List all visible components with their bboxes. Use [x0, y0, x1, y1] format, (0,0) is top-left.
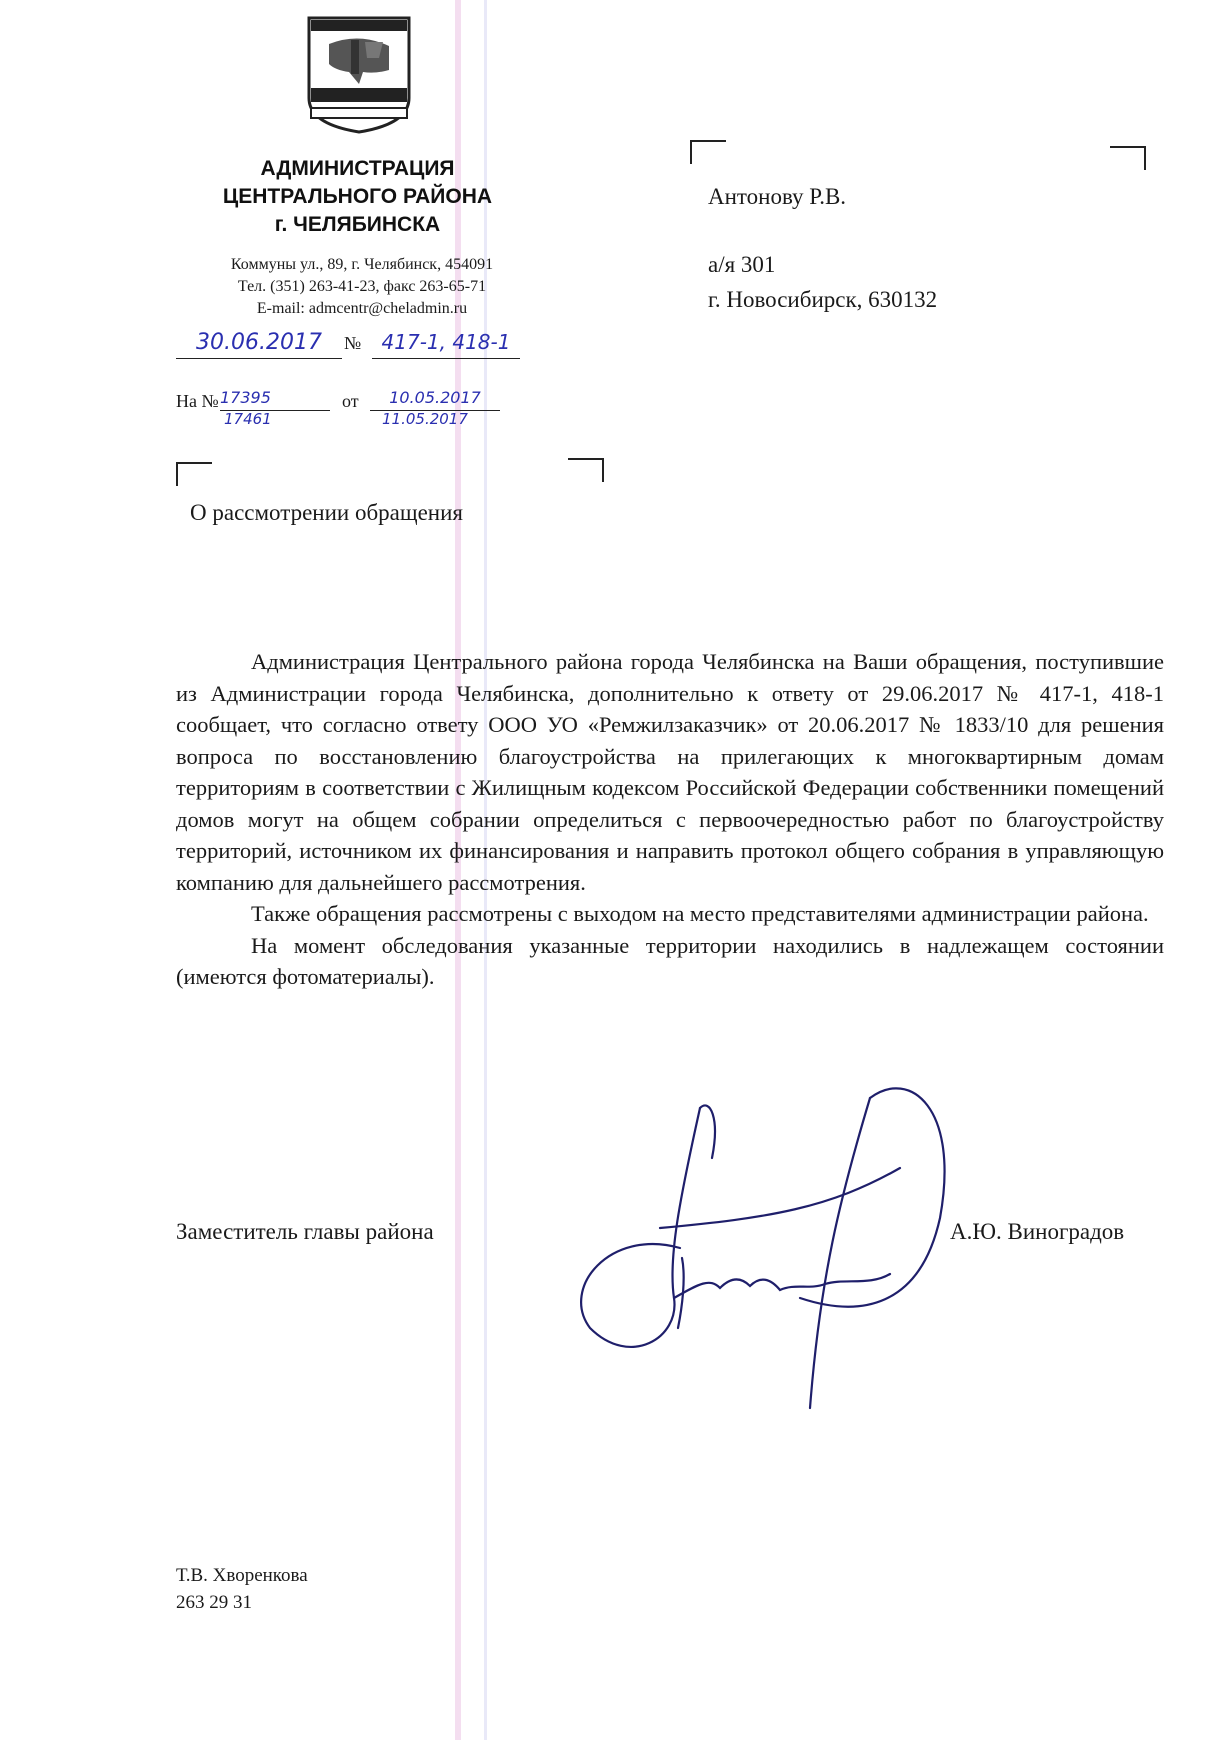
- org-name-line3: г. ЧЕЛЯБИНСКА: [274, 213, 441, 236]
- registration-line: [176, 330, 521, 360]
- reply-date-2: 11.05.2017: [382, 410, 468, 428]
- body-paragraph: Администрация Центрального района города Челябинска на Ваши обращения, поступившие из Администрации города Челябинска, дополнительно к ответу от 29.06.2017 № 417-1, 418-1 сообщает, что согласно ответу ООО УО «Ремжилзаказчик» от 20.06.2017 № 1833/10 для решения вопроса по восстановлению благоустройства на прилегающих к многоквартирным домам территориям в соответствии с Жилищным кодексом Российской Федерации собственники помещений домов могут на общем собрании определиться с первоочередностью работ по благоустройству территорий, источником их финансирования и направить протокол общего собрания в управляющую компанию для дальнейшего рассмотрения.: [176, 649, 1164, 895]
- registration-date: 30.06.2017: [176, 330, 342, 359]
- reply-reference: [176, 388, 536, 438]
- body-paragraph: На момент обследования указанные территории находились в надлежащем состоянии (имеются фотоматериалы).: [176, 932, 1164, 989]
- body-paragraph: Также обращения рассмотрены с выходом на место представителями администрации района.: [251, 901, 1149, 926]
- executor-block: [176, 1562, 308, 1616]
- registration-number-prefix: №: [344, 333, 362, 353]
- subject-corner-right: [568, 458, 604, 482]
- registration-number: 417-1, 418-1: [372, 330, 520, 359]
- reply-date-1: 10.05.2017: [370, 388, 500, 411]
- recipient-corner-right: [1110, 146, 1146, 170]
- letter-subject: О рассмотрении обращения: [190, 500, 463, 525]
- subject-corner-left: [176, 462, 212, 486]
- recipient-city: г. Новосибирск, 630132: [708, 287, 938, 312]
- recipient-corner-left: [690, 140, 726, 164]
- recipient-po-box: а/я 301: [708, 252, 776, 277]
- recipient-name: Антонову Р.В.: [708, 184, 847, 209]
- org-name-line1: АДМИНИСТРАЦИЯ: [260, 157, 455, 180]
- executor-phone: 263 29 31: [176, 1592, 252, 1613]
- org-address: Коммуны ул., 89, г. Челябинск, 454091: [230, 256, 494, 273]
- reply-date-prefix: от: [342, 391, 359, 411]
- letter-body: [176, 646, 1164, 993]
- handwritten-signature: [570, 1078, 960, 1448]
- org-name-line2: ЦЕНТРАЛЬНОГО РАЙОНА: [222, 185, 493, 208]
- org-phone: Тел. (351) 263-41-23, факс 263-65-71: [237, 278, 487, 295]
- reply-number-prefix: На №: [176, 391, 219, 411]
- reply-number-1: 17395: [220, 388, 330, 411]
- org-email: E-mail: admcentr@cheladmin.ru: [256, 300, 468, 317]
- signatory-title: Заместитель главы района: [176, 1219, 434, 1244]
- reply-number-2: 17461: [224, 410, 272, 428]
- district-emblem-icon: [305, 12, 413, 134]
- signatory-name: А.Ю. Виноградов: [950, 1219, 1125, 1244]
- executor-name: Т.В. Хворенкова: [176, 1565, 308, 1586]
